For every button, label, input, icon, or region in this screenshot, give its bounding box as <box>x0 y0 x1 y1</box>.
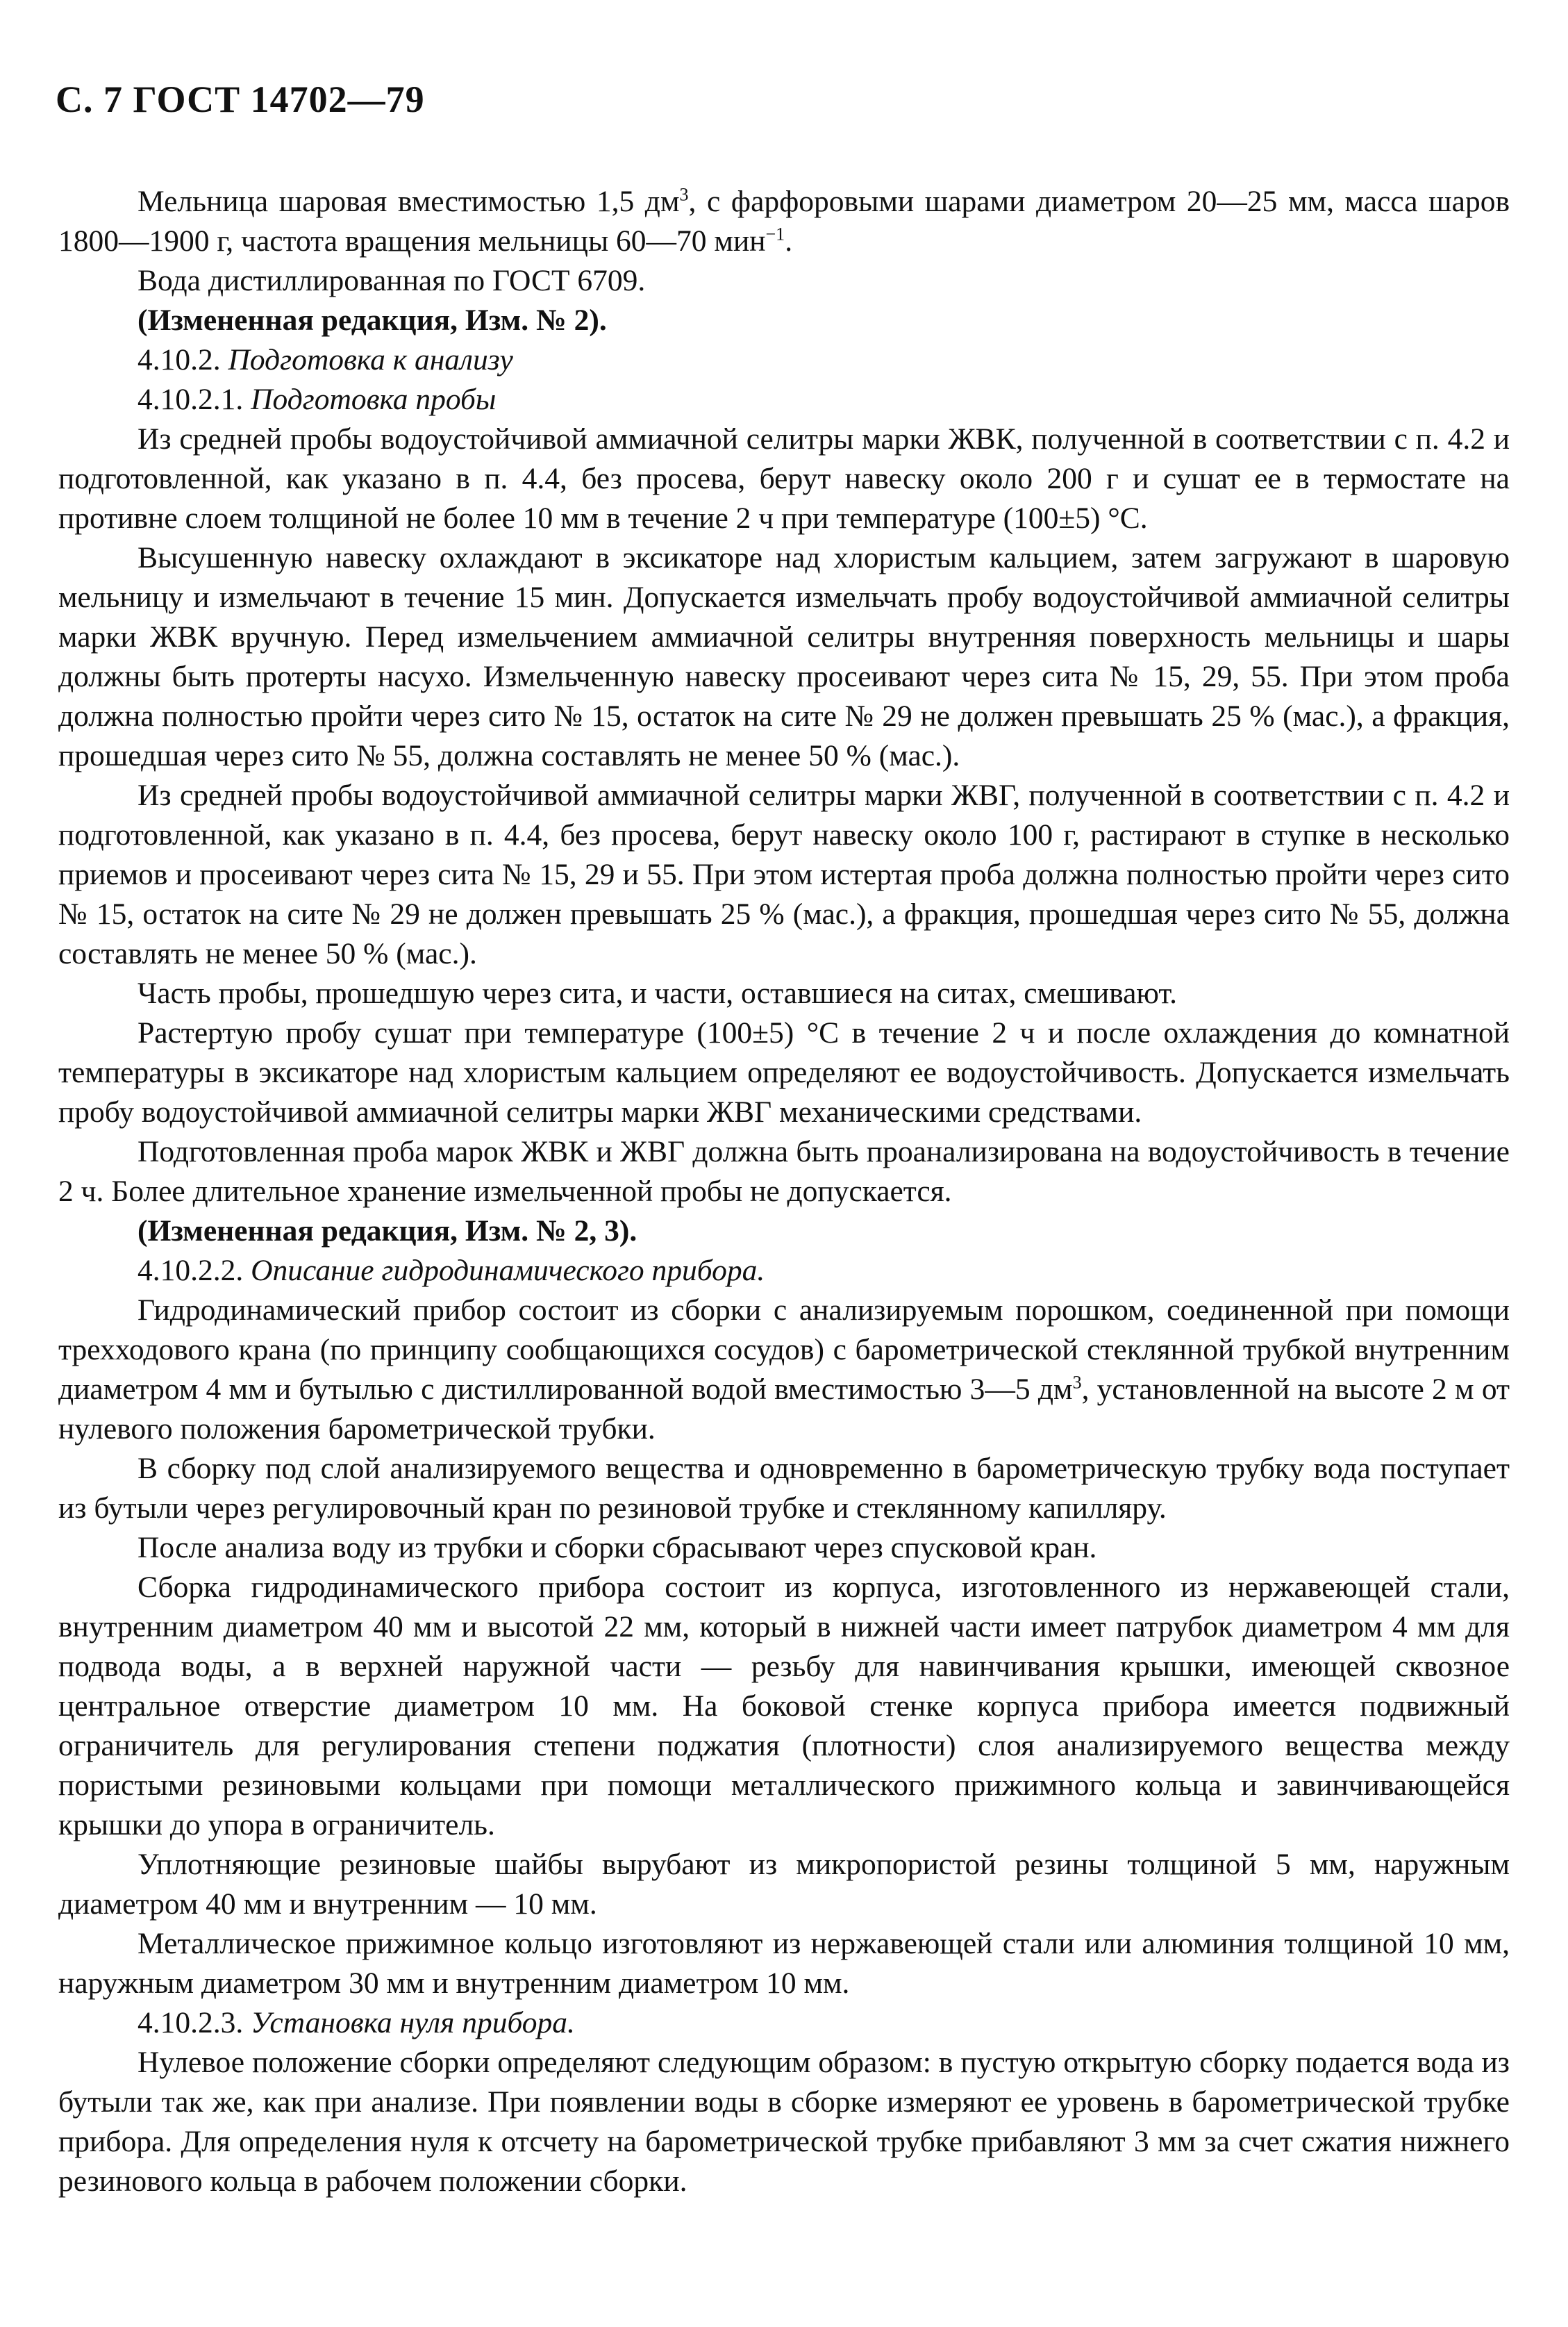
paragraph-water: Вода дистиллированная по ГОСТ 6709. <box>137 264 646 297</box>
paragraph: Гидродинамический прибор состоит из сборки с анализируемым порошком, соединенной при помощи трехходового крана (по принципу сообщающихся сосудов) с барометрической стеклянной трубкой внутренним диаметром 4 мм и бутылью с дистиллированной водой вместимостью 3—5 $дм^3$, установленной на высоте 2 м от нулевого положения барометрической трубки. <box>58 1293 1510 1446</box>
paragraph: Из средней пробы водоустойчивой аммиачной селитры марки ЖВГ, полученной в соответствии с п. 4.2 и подготовленной, как указано в п. 4.4, без просева, берут навеску около 100 г, растирают в ступке в несколько приемов и просеивают через сита № 15, 29 и 55. При этом истертая проба должна полностью пройти через сито № 15, остаток на сите № 29 не должен превышать 25 % (мас.), а фракция, прошедшая через сито № 55, должна составлять не менее 50 % (мас.). <box>58 779 1510 970</box>
paragraph: Из средней пробы водоустойчивой аммиачной селитры марки ЖВК, полученной в соответствии с п. 4.2 и подготовленной, как указано в п. 4.4, без просева, берут навеску около 200 г и сушат ее в термостате на противне слоем толщиной не более 10 мм в течение 2 ч при температуре (100±5) °С. <box>58 422 1510 535</box>
section-heading-4-10-2-3: 4.10.2.3. Установка нуля прибора. <box>137 2006 575 2039</box>
page-header: С. 7 ГОСТ 14702—79 <box>56 78 425 120</box>
section-heading-4-10-2-2: 4.10.2.2. Описание гидродинамического прибора. <box>137 1254 765 1287</box>
section-heading-4-10-2: 4.10.2. Подготовка к анализу <box>137 343 513 376</box>
paragraph: Нулевое положение сборки определяют следующим образом: в пустую открытую сборку подается вода из бутыли так же, как при анализе. При появлении воды в сборке измеряют ее уровень в барометрической трубке прибора. Для определения нуля к отсчету на барометрической трубке прибавляют 3 мм за счет сжатия нижнего резинового кольца в рабочем положении сборки. <box>58 2046 1510 2198</box>
paragraph-mill: Мельница шаровая вместимостью 1,5 $дм^3$, с фарфоровыми шарами диаметром 20—25 мм, масса шаров 1800—1900 г, частота вращения мельницы 60—70 мин$^{-1}$. <box>58 184 1510 258</box>
paragraph: Подготовленная проба марок ЖВК и ЖВГ должна быть проанализирована на водоустойчивость в течение 2 ч. Более длительное хранение измельченной пробы не допускается. <box>58 1135 1510 1208</box>
paragraph: Сборка гидродинамического прибора состоит из корпуса, изготовленного из нержавеющей стали, внутренним диаметром 40 мм и высотой 22 мм, который в нижней части имеет патрубок диаметром 4 мм для подвода воды, а в верхней наружной части — резьбу для навинчивания крышки, имеющей сквозное центральное отверстие диаметром 10 мм. На боковой стенке корпуса прибора имеется подвижный ограничитель для регулирования степени поджатия (плотности) слоя анализируемого вещества между пористыми резиновыми кольцами при помощи металлического прижимного кольца и завинчивающейся крышки до упора в ограничитель. <box>58 1571 1510 1841</box>
document-body <box>58 182 1510 2201</box>
paragraph: Часть пробы, прошедшую через сита, и части, оставшиеся на ситах, смешивают. <box>137 977 1177 1010</box>
revision-note: (Измененная редакция, Изм. № 2, 3). <box>137 1214 637 1248</box>
section-heading-4-10-2-1: 4.10.2.1. Подготовка пробы <box>137 383 497 416</box>
revision-note: (Измененная редакция, Изм. № 2). <box>137 304 607 337</box>
paragraph: Высушенную навеску охлаждают в эксикаторе над хлористым кальцием, затем загружают в шаровую мельницу и измельчают в течение 15 мин. Допускается измельчать пробу водоустойчивой аммиачной селитры марки ЖВК вручную. Перед измельчением аммиачной селитры внутренняя поверхность мельницы и шары должны быть протерты насухо. Измельченную навеску просеивают через сита № 15, 29, 55. При этом проба должна полностью пройти через сито № 15, остаток на сите № 29 не должен превышать 25 % (мас.), а фракция, прошедшая через сито № 55, должна составлять не менее 50 % (мас.). <box>58 541 1510 772</box>
paragraph: Уплотняющие резиновые шайбы вырубают из микропористой резины толщиной 5 мм, наружным диаметром 40 мм и внутренним — 10 мм. <box>58 1848 1510 1921</box>
paragraph: После анализа воду из трубки и сборки сбрасывают через спусковой кран. <box>137 1531 1097 1564</box>
paragraph: Металлическое прижимное кольцо изготовляют из нержавеющей стали или алюминия толщиной 10 мм, наружным диаметром 30 мм и внутренним диаметром 10 мм. <box>58 1927 1510 2000</box>
paragraph: Растертую пробу сушат при температуре (100±5) °С в течение 2 ч и после охлаждения до комнатной температуры в эксикаторе над хлористым кальцием определяют ее водоустойчивость. Допускается измельчать пробу водоустойчивой аммиачной селитры марки ЖВГ механическими средствами. <box>58 1016 1510 1129</box>
paragraph: В сборку под слой анализируемого вещества и одновременно в барометрическую трубку вода поступает из бутыли через регулировочный кран по резиновой трубке и стеклянному капилляру. <box>58 1452 1510 1525</box>
